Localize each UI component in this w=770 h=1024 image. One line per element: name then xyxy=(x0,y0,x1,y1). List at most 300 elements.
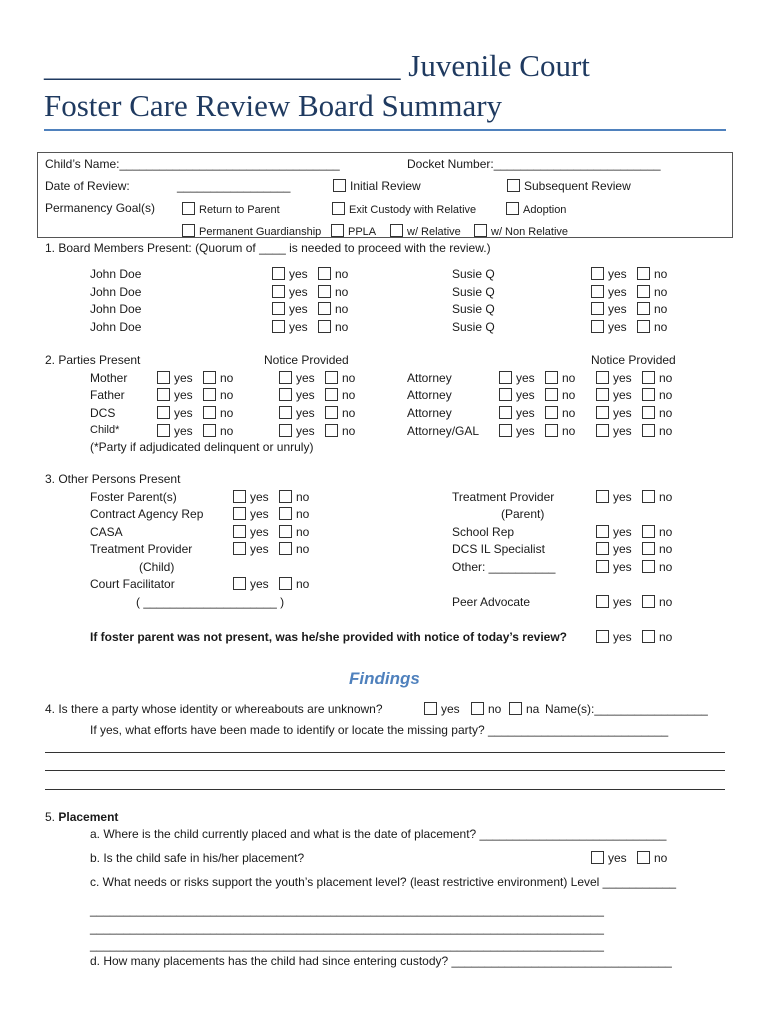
yes-checkbox[interactable] xyxy=(424,702,437,715)
goal-checkbox[interactable] xyxy=(474,224,487,237)
no-checkbox[interactable] xyxy=(318,267,331,280)
yes-label: yes xyxy=(296,406,315,420)
yes-option[interactable] xyxy=(279,371,315,385)
no-option[interactable] xyxy=(279,507,309,521)
yes-checkbox[interactable] xyxy=(596,630,609,643)
yes-checkbox[interactable] xyxy=(272,320,285,333)
na-checkbox[interactable] xyxy=(509,702,522,715)
yes-label: yes xyxy=(174,406,193,420)
yes-checkbox[interactable] xyxy=(499,371,512,384)
goal-checkbox[interactable] xyxy=(390,224,403,237)
answer-line[interactable] xyxy=(45,770,725,771)
no-label: no xyxy=(659,388,673,402)
parties-present-heading: 2. Parties Present xyxy=(45,353,141,367)
no-option[interactable] xyxy=(325,406,355,420)
yes-checkbox[interactable] xyxy=(591,267,604,280)
no-checkbox[interactable] xyxy=(642,490,655,503)
yes-label: yes xyxy=(250,542,269,556)
findings-heading: Findings xyxy=(349,669,420,688)
no-checkbox[interactable] xyxy=(471,702,484,715)
person-label: School Rep xyxy=(452,525,515,539)
yes-label: yes xyxy=(174,424,193,438)
no-checkbox[interactable] xyxy=(642,406,655,419)
q5-answer-line[interactable]: _____________________________________________________________________________ xyxy=(90,938,604,952)
no-checkbox[interactable] xyxy=(203,424,216,437)
party-label: Child* xyxy=(90,424,120,436)
no-option[interactable] xyxy=(637,285,667,299)
yes-label: yes xyxy=(608,285,627,299)
yes-label: yes xyxy=(250,507,269,521)
no-option[interactable] xyxy=(318,302,348,316)
yes-option[interactable] xyxy=(591,320,627,334)
no-option[interactable] xyxy=(637,302,667,316)
board-member-name: Susie Q xyxy=(452,302,495,316)
no-option[interactable] xyxy=(318,285,348,299)
no-option[interactable] xyxy=(325,371,355,385)
no-checkbox[interactable] xyxy=(545,371,558,384)
facilitator-name-field[interactable]: ( ____________________ ) xyxy=(136,595,285,609)
yes-checkbox[interactable] xyxy=(233,542,246,555)
yes-checkbox[interactable] xyxy=(499,424,512,437)
party-label: Father xyxy=(90,388,125,402)
yes-checkbox[interactable] xyxy=(279,406,292,419)
yes-option[interactable] xyxy=(157,388,193,402)
yes-option[interactable] xyxy=(233,507,269,521)
notice-provided-header: Notice Provided xyxy=(264,353,349,367)
page-title: Foster Care Review Board Summary xyxy=(44,88,503,123)
yes-checkbox[interactable] xyxy=(272,302,285,315)
q5d-field[interactable]: d. How many placements has the child had since entering custody? _________________________________ xyxy=(90,954,672,968)
no-label: no xyxy=(220,388,234,402)
person-label-sub: (Child) xyxy=(139,560,175,574)
yes-option[interactable] xyxy=(233,490,269,504)
yes-checkbox[interactable] xyxy=(596,560,609,573)
board-member-name: Susie Q xyxy=(452,267,495,281)
yes-option[interactable] xyxy=(596,424,632,438)
party-label: Mother xyxy=(90,371,128,385)
no-label: no xyxy=(659,490,673,504)
subsequent-review-checkbox[interactable] xyxy=(507,179,520,192)
answer-line[interactable] xyxy=(45,789,725,790)
date-of-review-label: Date of Review: xyxy=(45,179,130,193)
yes-checkbox[interactable] xyxy=(596,595,609,608)
yes-checkbox[interactable] xyxy=(596,406,609,419)
no-option[interactable] xyxy=(642,560,672,574)
yes-option[interactable] xyxy=(272,267,308,281)
yes-label: yes xyxy=(289,285,308,299)
yes-option[interactable] xyxy=(279,388,315,402)
no-option[interactable] xyxy=(325,388,355,402)
no-label: no xyxy=(659,595,673,609)
no-label: no xyxy=(335,302,349,316)
yes-checkbox[interactable] xyxy=(591,285,604,298)
person-label: Contract Agency Rep xyxy=(90,507,204,521)
yes-option[interactable] xyxy=(596,542,632,556)
yes-option[interactable] xyxy=(596,595,632,609)
no-option[interactable] xyxy=(545,388,575,402)
yes-label: yes xyxy=(516,388,535,402)
person-label: Treatment Provider xyxy=(90,542,193,556)
yes-label: yes xyxy=(613,371,632,385)
yes-checkbox[interactable] xyxy=(233,490,246,503)
yes-label: yes xyxy=(250,525,269,539)
q5c-field[interactable]: c. What needs or risks support the youth’s placement level? (least restrictive environment) Level ___________ xyxy=(90,875,677,889)
yes-label: yes xyxy=(289,320,308,334)
no-checkbox[interactable] xyxy=(545,406,558,419)
no-option[interactable] xyxy=(637,267,667,281)
yes-label: yes xyxy=(441,702,460,716)
yes-option[interactable] xyxy=(499,371,535,385)
yes-label: yes xyxy=(174,388,193,402)
court-title xyxy=(44,48,590,84)
yes-checkbox[interactable] xyxy=(279,371,292,384)
no-label: no xyxy=(659,406,673,420)
yes-label: yes xyxy=(516,371,535,385)
q5a-field[interactable]: a. Where is the child currently placed and what is the date of placement? ____________________________ xyxy=(90,827,667,841)
person-label-sub: (Parent) xyxy=(501,507,545,521)
yes-option[interactable] xyxy=(272,320,308,334)
q5-heading: 5. Placement xyxy=(45,810,119,824)
person-label: Court Facilitator xyxy=(90,577,175,591)
yes-option[interactable] xyxy=(596,406,632,420)
q5b-question: b. Is the child safe in his/her placement? xyxy=(90,851,305,865)
yes-checkbox[interactable] xyxy=(499,388,512,401)
na-label: na xyxy=(526,702,540,716)
yes-checkbox[interactable] xyxy=(157,406,170,419)
yes-checkbox[interactable] xyxy=(596,388,609,401)
yes-checkbox[interactable] xyxy=(157,371,170,384)
goal-checkbox[interactable] xyxy=(182,202,195,215)
no-label: no xyxy=(296,507,310,521)
yes-checkbox[interactable] xyxy=(591,851,604,864)
yes-option[interactable] xyxy=(233,577,269,591)
no-checkbox[interactable] xyxy=(637,851,650,864)
party-label: Attorney xyxy=(407,406,452,420)
no-label: no xyxy=(296,490,310,504)
board-member-name: Susie Q xyxy=(452,320,495,334)
yes-label: yes xyxy=(613,595,632,609)
subsequent-review-option[interactable]: Subsequent Review xyxy=(507,179,631,193)
board-member-name: John Doe xyxy=(90,320,142,334)
no-option[interactable] xyxy=(203,424,233,438)
yes-option[interactable] xyxy=(233,525,269,539)
board-member-name: Susie Q xyxy=(452,285,495,299)
yes-checkbox[interactable] xyxy=(272,267,285,280)
yes-option[interactable] xyxy=(157,406,193,420)
no-label: no xyxy=(654,851,668,865)
no-label: no xyxy=(659,371,673,385)
no-option[interactable] xyxy=(318,320,348,334)
no-option[interactable] xyxy=(545,424,575,438)
goal-checkbox[interactable] xyxy=(331,224,344,237)
no-label: no xyxy=(296,525,310,539)
no-option[interactable] xyxy=(279,577,309,591)
yes-label: yes xyxy=(296,424,315,438)
yes-option[interactable] xyxy=(596,525,632,539)
no-label: no xyxy=(654,285,668,299)
no-label: no xyxy=(335,320,349,334)
no-label: no xyxy=(654,302,668,316)
permanency-goals-label: Permanency Goal(s) xyxy=(45,201,156,215)
no-label: no xyxy=(659,424,673,438)
goal-exit-custody-relative[interactable]: Exit Custody with Relative xyxy=(332,202,476,217)
yes-checkbox[interactable] xyxy=(279,424,292,437)
no-label: no xyxy=(296,542,310,556)
no-option[interactable] xyxy=(318,267,348,281)
answer-line[interactable] xyxy=(45,752,725,753)
person-label: CASA xyxy=(90,525,123,539)
no-label: no xyxy=(220,424,234,438)
no-checkbox[interactable] xyxy=(325,371,338,384)
board-member-name: John Doe xyxy=(90,285,142,299)
yes-label: yes xyxy=(613,388,632,402)
no-checkbox[interactable] xyxy=(637,267,650,280)
no-option[interactable] xyxy=(203,371,233,385)
yes-option[interactable] xyxy=(591,267,627,281)
yes-option[interactable] xyxy=(279,424,315,438)
childs-name-field[interactable]: Child’s Name:_________________________________ xyxy=(45,157,340,171)
docket-number-field[interactable]: Docket Number:_________________________ xyxy=(407,157,661,171)
yes-label: yes xyxy=(608,851,627,865)
goal-with-non-relative[interactable]: w/ Non Relative xyxy=(474,224,568,239)
yes-label: yes xyxy=(289,302,308,316)
goal-checkbox[interactable] xyxy=(182,224,195,237)
board-members-heading: 1. Board Members Present: (Quorum of ____ is needed to proceed with the review.) xyxy=(45,241,491,255)
yes-option[interactable] xyxy=(596,560,632,574)
no-checkbox[interactable] xyxy=(203,406,216,419)
no-checkbox[interactable] xyxy=(279,577,292,590)
no-checkbox[interactable] xyxy=(642,424,655,437)
no-label: no xyxy=(659,560,673,574)
yes-checkbox[interactable] xyxy=(596,525,609,538)
no-option[interactable] xyxy=(325,424,355,438)
court-title-text: Juvenile Court xyxy=(408,48,590,83)
foster-notice-question: If foster parent was not present, was he/she provided with notice of today’s review? xyxy=(90,630,567,644)
no-label: no xyxy=(659,525,673,539)
goal-return-to-parent[interactable]: Return to Parent xyxy=(182,202,280,217)
yes-option[interactable] xyxy=(596,371,632,385)
yes-option[interactable] xyxy=(233,542,269,556)
yes-checkbox[interactable] xyxy=(596,424,609,437)
q5-answer-line[interactable]: _____________________________________________________________________________ xyxy=(90,921,604,935)
no-checkbox[interactable] xyxy=(325,424,338,437)
yes-label: yes xyxy=(613,525,632,539)
q4-followup-field[interactable]: If yes, what efforts have been made to identify or locate the missing party? ___________________________ xyxy=(90,723,669,737)
yes-option[interactable] xyxy=(591,285,627,299)
title-rule xyxy=(44,129,726,131)
no-checkbox[interactable] xyxy=(637,302,650,315)
no-checkbox[interactable] xyxy=(642,388,655,401)
no-checkbox[interactable] xyxy=(203,371,216,384)
yes-option[interactable] xyxy=(596,490,632,504)
initial-review-checkbox[interactable] xyxy=(333,179,346,192)
no-option[interactable] xyxy=(471,702,501,716)
goal-adoption[interactable]: Adoption xyxy=(506,202,566,217)
initial-review-option[interactable]: Initial Review xyxy=(333,179,421,193)
yes-option[interactable] xyxy=(596,388,632,402)
court-name-blank: _______________________ xyxy=(44,48,401,83)
yes-checkbox[interactable] xyxy=(596,371,609,384)
yes-option[interactable] xyxy=(272,285,308,299)
no-label: no xyxy=(335,267,349,281)
goal-ppla[interactable]: PPLA xyxy=(331,224,376,239)
yes-label: yes xyxy=(613,630,632,644)
yes-checkbox[interactable] xyxy=(596,490,609,503)
no-checkbox[interactable] xyxy=(279,507,292,520)
no-option[interactable] xyxy=(279,542,309,556)
person-label: DCS IL Specialist xyxy=(452,542,545,556)
other-person-field[interactable]: Other: __________ xyxy=(452,560,556,574)
no-label: no xyxy=(335,285,349,299)
no-option[interactable] xyxy=(545,406,575,420)
no-option[interactable] xyxy=(642,424,672,438)
yes-checkbox[interactable] xyxy=(157,424,170,437)
yes-option[interactable] xyxy=(596,630,632,644)
party-label: Attorney xyxy=(407,388,452,402)
yes-label: yes xyxy=(608,302,627,316)
no-checkbox[interactable] xyxy=(545,424,558,437)
yes-label: yes xyxy=(174,371,193,385)
no-option[interactable] xyxy=(642,371,672,385)
no-checkbox[interactable] xyxy=(637,285,650,298)
notice-provided-header: Notice Provided xyxy=(591,353,676,367)
yes-checkbox[interactable] xyxy=(157,388,170,401)
no-label: no xyxy=(342,424,356,438)
no-option[interactable] xyxy=(642,595,672,609)
yes-checkbox[interactable] xyxy=(591,302,604,315)
yes-option[interactable] xyxy=(272,302,308,316)
party-label: Attorney xyxy=(407,371,452,385)
no-checkbox[interactable] xyxy=(642,560,655,573)
no-option[interactable] xyxy=(642,525,672,539)
yes-label: yes xyxy=(608,267,627,281)
party-label: Attorney/GAL xyxy=(407,424,480,438)
no-label: no xyxy=(220,406,234,420)
no-label: no xyxy=(562,371,576,385)
yes-checkbox[interactable] xyxy=(279,388,292,401)
no-checkbox[interactable] xyxy=(279,542,292,555)
yes-label: yes xyxy=(516,424,535,438)
party-label: DCS xyxy=(90,406,116,420)
person-label: Treatment Provider xyxy=(452,490,555,504)
q4-question: 4. Is there a party whose identity or whereabouts are unknown? xyxy=(45,702,383,716)
date-of-review-field[interactable]: _________________ xyxy=(177,179,291,193)
no-checkbox[interactable] xyxy=(637,320,650,333)
no-label: no xyxy=(342,371,356,385)
no-label: no xyxy=(220,371,234,385)
yes-label: yes xyxy=(613,490,632,504)
yes-label: yes xyxy=(613,406,632,420)
no-checkbox[interactable] xyxy=(642,542,655,555)
no-label: no xyxy=(659,630,673,644)
no-option[interactable] xyxy=(203,388,233,402)
yes-label: yes xyxy=(250,490,269,504)
q4-names-field[interactable]: Name(s):_________________ xyxy=(545,702,708,716)
yes-checkbox[interactable] xyxy=(233,577,246,590)
yes-label: yes xyxy=(608,320,627,334)
person-label: Foster Parent(s) xyxy=(90,490,177,504)
yes-checkbox[interactable] xyxy=(233,507,246,520)
no-checkbox[interactable] xyxy=(203,388,216,401)
goal-with-relative[interactable]: w/ Relative xyxy=(390,224,461,239)
person-label: Peer Advocate xyxy=(452,595,531,609)
no-checkbox[interactable] xyxy=(642,630,655,643)
no-label: no xyxy=(562,388,576,402)
no-option[interactable] xyxy=(279,525,309,539)
yes-label: yes xyxy=(613,424,632,438)
no-checkbox[interactable] xyxy=(318,302,331,315)
yes-option[interactable] xyxy=(499,406,535,420)
yes-checkbox[interactable] xyxy=(591,320,604,333)
no-checkbox[interactable] xyxy=(642,371,655,384)
yes-option[interactable] xyxy=(591,851,627,865)
no-checkbox[interactable] xyxy=(279,490,292,503)
yes-checkbox[interactable] xyxy=(596,542,609,555)
no-label: no xyxy=(342,406,356,420)
yes-checkbox[interactable] xyxy=(499,406,512,419)
no-checkbox[interactable] xyxy=(545,388,558,401)
yes-label: yes xyxy=(296,371,315,385)
no-label: no xyxy=(659,542,673,556)
yes-option[interactable] xyxy=(157,371,193,385)
other-persons-heading: 3. Other Persons Present xyxy=(45,472,181,486)
no-checkbox[interactable] xyxy=(325,406,338,419)
no-option[interactable] xyxy=(279,490,309,504)
no-checkbox[interactable] xyxy=(325,388,338,401)
no-option[interactable] xyxy=(642,490,672,504)
yes-label: yes xyxy=(613,542,632,556)
no-checkbox[interactable] xyxy=(318,285,331,298)
yes-option[interactable] xyxy=(424,702,460,716)
yes-label: yes xyxy=(289,267,308,281)
na-option[interactable] xyxy=(509,702,539,716)
yes-option[interactable] xyxy=(499,424,535,438)
no-option[interactable] xyxy=(642,388,672,402)
no-checkbox[interactable] xyxy=(642,595,655,608)
no-checkbox[interactable] xyxy=(279,525,292,538)
yes-checkbox[interactable] xyxy=(233,525,246,538)
party-note: (*Party if adjudicated delinquent or unruly) xyxy=(90,440,314,454)
no-label: no xyxy=(296,577,310,591)
goal-permanent-guardianship[interactable]: Permanent Guardianship xyxy=(182,224,321,239)
board-member-name: John Doe xyxy=(90,302,142,316)
goal-checkbox[interactable] xyxy=(506,202,519,215)
yes-option[interactable] xyxy=(591,302,627,316)
no-option[interactable] xyxy=(642,630,672,644)
board-member-name: John Doe xyxy=(90,267,142,281)
yes-option[interactable] xyxy=(279,406,315,420)
yes-option[interactable] xyxy=(499,388,535,402)
no-option[interactable] xyxy=(637,320,667,334)
no-option[interactable] xyxy=(642,406,672,420)
yes-label: yes xyxy=(613,560,632,574)
no-option[interactable] xyxy=(637,851,667,865)
yes-label: yes xyxy=(516,406,535,420)
no-option[interactable] xyxy=(642,542,672,556)
goal-checkbox[interactable] xyxy=(332,202,345,215)
yes-checkbox[interactable] xyxy=(272,285,285,298)
no-checkbox[interactable] xyxy=(642,525,655,538)
no-option[interactable] xyxy=(203,406,233,420)
no-label: no xyxy=(654,267,668,281)
no-label: no xyxy=(342,388,356,402)
yes-option[interactable] xyxy=(157,424,193,438)
no-option[interactable] xyxy=(545,371,575,385)
no-checkbox[interactable] xyxy=(318,320,331,333)
yes-label: yes xyxy=(296,388,315,402)
no-label: no xyxy=(562,406,576,420)
q5-answer-line[interactable]: _____________________________________________________________________________ xyxy=(90,903,604,917)
